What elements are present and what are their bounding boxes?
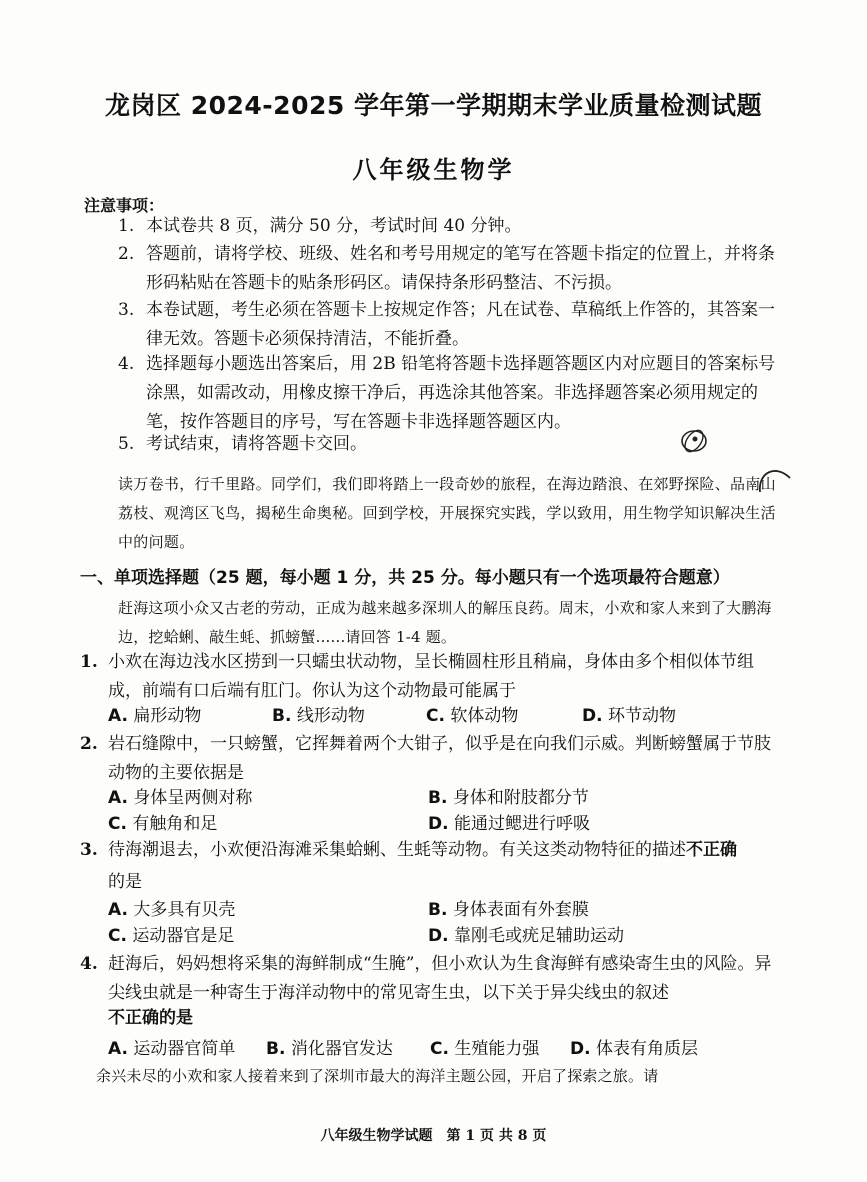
options-q2-row2 [108, 810, 788, 839]
option-letter: B. [428, 900, 448, 920]
option-text: 身体表面有外套膜 [452, 900, 589, 920]
note-text: 本试卷共 8 页，满分 50 分，考试时间 40 分钟。 [146, 216, 522, 236]
options-q1 [108, 702, 788, 731]
option-letter: D. [428, 814, 449, 834]
option-c[interactable] [108, 810, 217, 839]
option-text: 靠刚毛或疣足辅助运动 [453, 926, 624, 946]
option-text: 有触角和足 [132, 814, 218, 834]
options-q2-row1 [108, 784, 788, 813]
intro-text: 读万卷书，行千里路。同学们，我们即将踏上一段奇妙的旅程，在海边踏浪、在郊野探险、品南山荔枝、观湾区飞鸟，揭秘生命奥秘。回到学校，开展探究实践，学以致用，用生物学知识解决生活中的问题。 [118, 475, 776, 551]
option-text: 线形动物 [296, 706, 365, 726]
scenario-paragraph [80, 594, 785, 652]
question-text: 小欢在海边浅水区捞到一只蠕虫状动物，呈长椭圆柱形且稍扁，身体由多个相似体节组成，前端有口后端有肛门。你认为这个动物最可能属于 [108, 652, 754, 701]
options-q3-row1 [108, 896, 788, 925]
option-text: 身体呈两侧对称 [133, 788, 253, 808]
option-text: 生殖能力强 [454, 1039, 540, 1059]
option-d[interactable] [428, 922, 624, 951]
option-text: 运动器官是足 [132, 926, 235, 946]
option-a[interactable] [108, 1035, 235, 1064]
question-3-continuation [80, 868, 785, 897]
question-4-emphasis [80, 1004, 785, 1033]
notes-heading: 注意事项： [84, 196, 165, 215]
note-number: 1. [118, 216, 135, 236]
options-q3-row2 [108, 922, 788, 951]
continuation-text: 余兴未尽的小欢和家人接着来到了深圳市最大的海洋主题公园，开启了探索之旅。请 [96, 1067, 659, 1085]
note-text: 本卷试题，考生必须在答题卡上按规定作答；凡在试卷、草稿纸上作答的，其答案一律无效。答题卡必须保持清洁，不能折叠。 [146, 300, 775, 349]
note-number: 2. [118, 244, 135, 264]
note-text: 考试结束，请将答题卡交回。 [146, 434, 367, 454]
option-letter: B. [428, 788, 448, 808]
emphasis-not-correct: 不正确 [686, 840, 737, 860]
note-item [118, 212, 790, 241]
option-letter: C. [108, 814, 127, 834]
question-text-part: 的是 [108, 872, 142, 892]
intro-paragraph [80, 470, 785, 557]
option-letter: C. [426, 706, 445, 726]
option-a[interactable] [108, 896, 235, 925]
option-text: 环节动物 [607, 706, 676, 726]
page-title: 龙岗区 2024-2025 学年第一学期期末学业质量检测试题 [105, 91, 762, 120]
note-text: 答题前，请将学校、班级、姓名和考号用规定的笔写在答题卡指定的位置上，并将条形码粘贴在答题卡的贴条形码区。请保持条形码整洁、不污损。 [146, 244, 775, 293]
option-letter: A. [108, 900, 128, 920]
option-letter: C. [430, 1039, 449, 1059]
page-footer: 八年级生物学试题 第 1 页 共 8 页 [320, 1128, 547, 1144]
page-subtitle: 八年级生物学 [352, 156, 515, 184]
question-text: 赶海后，妈妈想将采集的海鲜制成“生腌”，但小欢认为生食海鲜有感染寄生虫的风险。异尖线虫就是一种寄生于海洋动物中的常见寄生虫，以下关于异尖线虫的叙述 [108, 954, 772, 1003]
options-q4 [108, 1035, 788, 1064]
option-letter: A. [108, 706, 128, 726]
question-text [80, 836, 785, 865]
question-1 [80, 648, 785, 706]
option-text: 消化器官发达 [290, 1039, 393, 1059]
option-c[interactable] [426, 702, 518, 731]
option-letter: C. [108, 926, 127, 946]
note-number: 3. [118, 300, 135, 320]
question-text: 岩石缝隙中，一只螃蟹，它挥舞着两个大钳子，似乎是在向我们示威。判断螃蟹属于节肢动物的主要依据是 [108, 734, 771, 783]
question-text-part: 待海潮退去，小欢便沿海滩采集蛤蜊、生蚝等动物。有关这类动物特征的描述 [108, 840, 686, 860]
option-text: 扁形动物 [133, 706, 202, 726]
note-number: 5. [118, 434, 135, 454]
option-c[interactable] [108, 922, 234, 951]
scenario-text: 赶海这项小众又古老的劳动，正成为越来越多深圳人的解压良药。周末，小欢和家人来到了大鹏海边，挖蛤蜊、敲生蚝、抓螃蟹......请回答 1-4 题。 [118, 599, 772, 646]
section-heading: 一、单项选择题（25 题，每小题 1 分，共 25 分。每小题只有一个选项最符合题意） [80, 568, 730, 588]
option-text: 软体动物 [450, 706, 519, 726]
option-text: 能通过鳃进行呼吸 [453, 814, 590, 834]
note-text: 选择题每小题选出答案后，用 2B 铅笔将答题卡选择题答题区内对应题目的答案标号涂黑，如需改动，用橡皮擦干净后，再选涂其他答案。非选择题答案必须用规定的笔，按作答题目的序号，写在答题卡非选择题答题区内。 [146, 354, 776, 432]
question-number: 2. [80, 734, 98, 754]
option-letter: B. [266, 1039, 286, 1059]
option-c[interactable] [430, 1035, 539, 1064]
option-letter: A. [108, 1039, 128, 1059]
note-item [118, 240, 790, 298]
option-b[interactable] [428, 896, 589, 925]
option-text: 大多具有贝壳 [133, 900, 236, 920]
question-4 [80, 950, 785, 1008]
option-b[interactable] [272, 702, 365, 731]
option-letter: D. [428, 926, 449, 946]
continuation-paragraph [80, 1062, 785, 1091]
question-3 [80, 836, 785, 865]
note-number: 4. [118, 354, 135, 374]
option-b[interactable] [428, 784, 589, 813]
emphasis-not-correct: 不正确的是 [108, 1008, 193, 1028]
option-d[interactable] [428, 810, 590, 839]
option-a[interactable] [108, 702, 201, 731]
option-text: 运动器官简单 [133, 1039, 236, 1059]
question-number: 1. [80, 652, 98, 672]
question-number: 4. [80, 954, 98, 974]
option-text: 体表有角质层 [595, 1039, 698, 1059]
option-d[interactable] [570, 1035, 698, 1064]
option-d[interactable] [582, 702, 676, 731]
option-b[interactable] [266, 1035, 393, 1064]
option-text: 身体和附肢都分节 [452, 788, 589, 808]
note-item [118, 296, 790, 354]
doodle-mark [676, 424, 712, 458]
question-number: 3. [80, 840, 98, 860]
option-letter: A. [108, 788, 128, 808]
option-a[interactable] [108, 784, 252, 813]
option-letter: D. [582, 706, 603, 726]
option-letter: B. [272, 706, 292, 726]
question-2 [80, 730, 785, 788]
option-letter: D. [570, 1039, 591, 1059]
